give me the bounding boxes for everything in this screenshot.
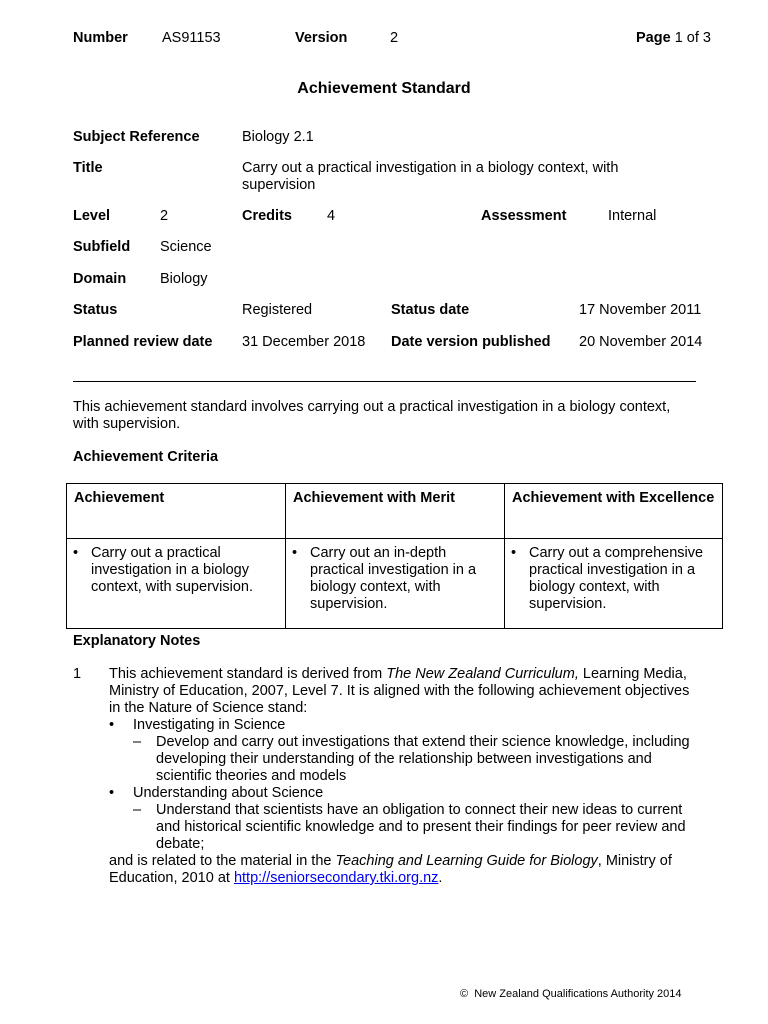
dash-icon: – <box>133 802 142 818</box>
note-paragraph <box>109 666 693 717</box>
note-closing <box>109 853 693 887</box>
list-item <box>109 717 693 734</box>
guide-title: Teaching and Learning Guide for Biology <box>335 853 598 869</box>
date-published-value: 20 November 2014 <box>579 334 703 350</box>
status-date-value: 17 November 2011 <box>579 302 702 318</box>
note-text: . <box>438 870 443 886</box>
criteria-header-row <box>67 484 723 539</box>
dash-icon: – <box>133 734 142 750</box>
subfield-label: Subfield <box>73 239 131 255</box>
note-text: and is related to the material in the <box>109 853 336 869</box>
list-item-text: Investigating in Science <box>133 717 286 733</box>
copyright-icon: © <box>460 988 469 1000</box>
number-label: Number <box>73 30 128 46</box>
page-indicator <box>636 30 711 47</box>
assessment-value: Internal <box>608 208 657 224</box>
criteria-cell <box>286 539 505 629</box>
page-label: Page <box>636 30 671 46</box>
planned-review-label: Planned review date <box>73 334 213 350</box>
list-item <box>109 785 693 802</box>
note-text: Learning Media, Ministry of Education, 2007, Level 7. It is aligned with the following achievement objectives in the Nature of Science stand: <box>109 666 690 716</box>
title-label: Title <box>73 160 103 176</box>
tki-link[interactable]: http://seniorsecondary.tki.org.nz <box>233 870 439 886</box>
document-title: Achievement Standard <box>297 80 471 97</box>
domain-value: Biology <box>160 271 208 287</box>
date-published-label: Date version published <box>391 334 551 350</box>
copyright-text: New Zealand Qualifications Authority 2014 <box>474 988 682 1000</box>
explanatory-notes <box>73 666 693 887</box>
intro-text: This achievement standard involves carrying out a practical investigation in a biology context, with supervision. <box>73 399 671 432</box>
planned-review-value: 31 December 2018 <box>242 334 366 350</box>
criteria-cell <box>505 539 723 629</box>
note-body <box>109 666 693 887</box>
copyright-footer <box>460 988 682 1000</box>
criteria-header-cell: Achievement <box>67 484 286 539</box>
sub-list-item-text: Understand that scientists have an obligation to connect their new ideas to current and historical scientific knowledge and to present their findings for peer review and debate; <box>156 802 686 852</box>
bullet-icon: • <box>109 785 115 801</box>
level-label: Level <box>73 208 111 224</box>
note-text: This achievement standard is derived from <box>109 666 387 682</box>
page-value: 1 of 3 <box>674 30 711 46</box>
criteria-cell <box>67 539 286 629</box>
notes-heading: Explanatory Notes <box>73 633 201 649</box>
credits-value: 4 <box>327 208 336 224</box>
criteria-heading: Achievement Criteria <box>73 449 219 465</box>
criteria-header-cell: Achievement with Excellence <box>505 484 723 539</box>
number-value: AS91153 <box>162 30 221 46</box>
level-value: 2 <box>160 208 169 224</box>
domain-label: Domain <box>73 271 127 287</box>
sub-list-item-text: Develop and carry out investigations that extend their science knowledge, including developing their understanding of the relationship between investigations and scientific theories and models <box>156 734 690 784</box>
criteria-text: Carry out a practical investigation in a biology context, with supervision. <box>91 545 253 595</box>
note-number: 1 <box>73 666 82 682</box>
subject-reference-value: Biology 2.1 <box>242 129 314 145</box>
criteria-text: Carry out a comprehensive practical investigation in a biology context, with supervision. <box>529 545 704 612</box>
criteria-header-cell: Achievement with Merit <box>286 484 505 539</box>
sub-list-item <box>133 734 693 785</box>
note-text: , Ministry of Education, 2010 at <box>109 853 672 886</box>
version-value: 2 <box>390 30 399 46</box>
bullet-icon: • <box>73 545 79 561</box>
status-date-label: Status date <box>391 302 470 318</box>
criteria-table <box>66 483 723 629</box>
assessment-label: Assessment <box>481 208 567 224</box>
version-label: Version <box>295 30 348 46</box>
criteria-text: Carry out an in-depth practical investigation in a biology context, with supervision. <box>310 545 477 612</box>
curriculum-title: The New Zealand Curriculum, <box>386 666 579 682</box>
credits-label: Credits <box>242 208 292 224</box>
sub-list-item <box>133 802 693 853</box>
status-value: Registered <box>242 302 313 318</box>
list-item-text: Understanding about Science <box>133 785 324 801</box>
bullet-icon: • <box>109 717 115 733</box>
bullet-icon: • <box>511 545 517 561</box>
criteria-row <box>67 539 723 629</box>
section-divider <box>73 381 696 382</box>
subject-reference-label: Subject Reference <box>73 129 200 145</box>
subfield-value: Science <box>160 239 212 255</box>
title-value: Carry out a practical investigation in a biology context, with supervision <box>242 160 619 193</box>
status-label: Status <box>73 302 118 318</box>
bullet-icon: • <box>292 545 298 561</box>
